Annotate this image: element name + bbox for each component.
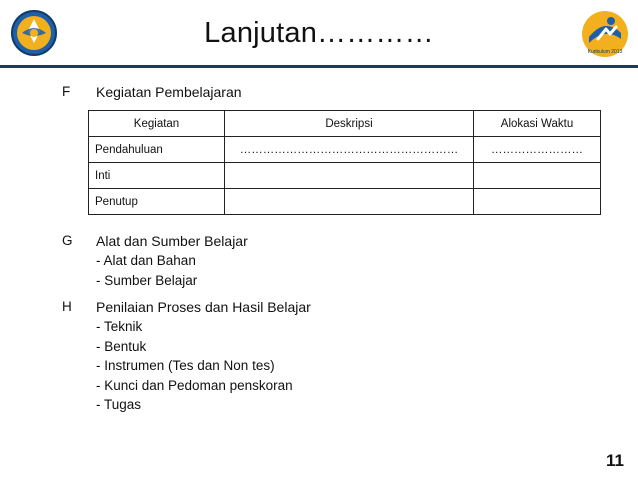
table-header-cell: Kegiatan	[89, 111, 225, 137]
table-cell: …………………………………………………	[225, 137, 474, 163]
list-item: - Kunci dan Pedoman penskoran	[96, 377, 293, 393]
kurikulum-2013-logo	[580, 9, 630, 59]
table-cell: Penutup	[89, 189, 225, 215]
list-item: - Teknik	[96, 319, 143, 334]
section-h-heading: Penilaian Proses dan Hasil Belajar	[96, 299, 311, 315]
section-h-list	[96, 317, 293, 415]
table-row	[89, 137, 601, 163]
table-row	[89, 163, 601, 189]
table-cell: Inti	[89, 163, 225, 189]
list-item: - Sumber Belajar	[96, 272, 198, 288]
list-item: - Tugas	[96, 397, 142, 412]
page-title: Lanjutan…………	[204, 17, 434, 49]
section-h-letter: H	[62, 299, 72, 314]
section-g-letter: G	[62, 233, 73, 248]
list-item: - Bentuk	[96, 338, 147, 354]
table-header-cell: Deskripsi	[225, 111, 474, 137]
kurikulum-2013-emblem-icon	[580, 9, 630, 59]
table-cell	[225, 189, 474, 215]
table-cell	[474, 163, 601, 189]
activities-table	[88, 110, 601, 215]
list-item: - Alat dan Bahan	[96, 253, 196, 268]
header-divider	[0, 65, 638, 68]
table-cell: Pendahuluan	[89, 137, 225, 163]
section-f-heading: Kegiatan Pembelajaran	[96, 84, 242, 100]
page-number: 11	[606, 451, 624, 470]
table-cell	[474, 189, 601, 215]
kurikulum-2013-logo-text: Kurikulum 2013	[587, 49, 623, 55]
table-cell	[225, 163, 474, 189]
section-g-heading: Alat dan Sumber Belajar	[96, 233, 248, 249]
list-item: - Instrumen (Tes dan Non tes)	[96, 358, 275, 373]
table-header-row	[89, 111, 601, 137]
table-cell: ……………………	[474, 137, 601, 163]
table-header-cell: Alokasi Waktu	[474, 111, 601, 137]
table-row	[89, 189, 601, 215]
section-f-letter: F	[62, 84, 71, 99]
section-g-list	[96, 251, 197, 290]
